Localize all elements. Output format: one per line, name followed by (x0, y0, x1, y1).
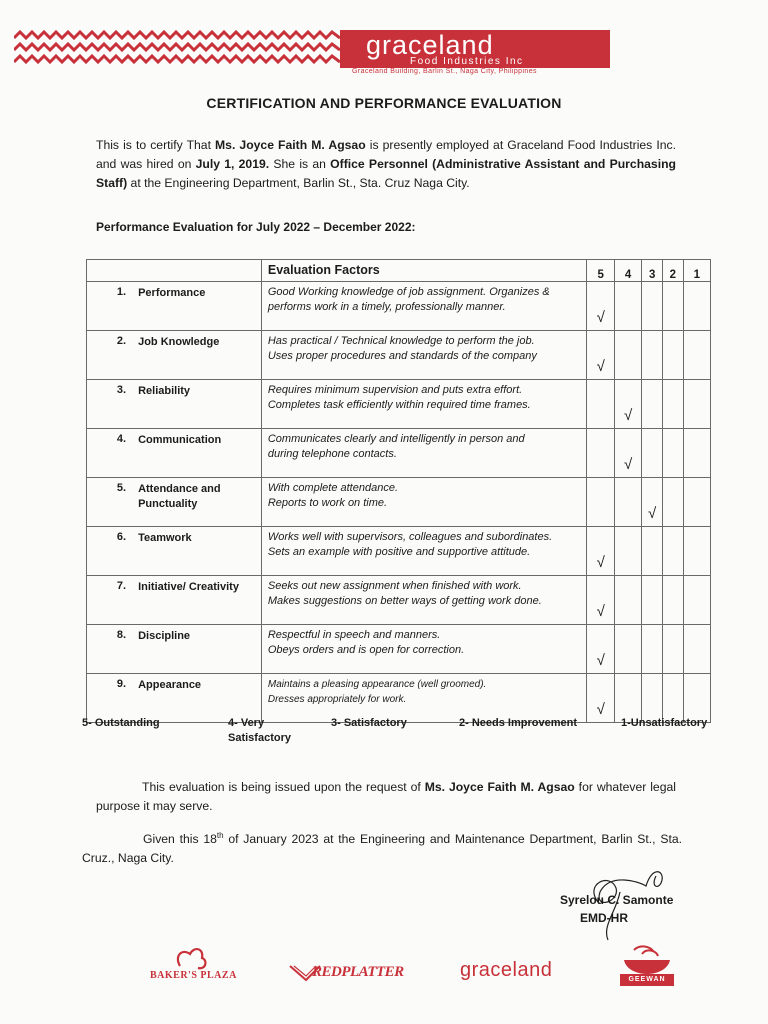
score-cell-3 (642, 331, 663, 380)
header-score-2: 2 (662, 260, 683, 282)
row-desc-line1: Requires minimum supervision and puts extra effort. (267, 384, 523, 396)
score-cell-2 (662, 625, 683, 674)
score-cell-5 (587, 478, 614, 527)
row-number: 2. (87, 331, 133, 380)
row-number: 4. (87, 429, 133, 478)
row-number: 6. (87, 527, 133, 576)
signatory-position: EMD-HR (580, 911, 628, 925)
score-cell-5 (587, 674, 614, 723)
row-factor-name: Reliability (132, 380, 261, 429)
score-cell-5 (587, 625, 614, 674)
row-factor-description (261, 478, 587, 527)
employee-name: Ms. Joyce Faith M. Agsao (215, 138, 366, 152)
row-factor-description (261, 527, 587, 576)
score-cell-2 (662, 380, 683, 429)
evaluation-row (87, 331, 711, 380)
document-title: CERTIFICATION AND PERFORMANCE EVALUATION (206, 95, 562, 111)
row-desc-line1: Has practical / Technical knowledge to perform the job. (267, 335, 535, 347)
score-cell-1 (683, 625, 710, 674)
header-score-1: 1 (683, 260, 710, 282)
cert-text-3: She is an (269, 157, 331, 171)
geewan-logo (620, 944, 674, 988)
score-cell-4 (614, 625, 641, 674)
company-address: Graceland Building, Barlin St., Naga City, Philippines (352, 68, 537, 75)
row-number: 9. (87, 674, 133, 723)
header-evaluation-factors: Evaluation Factors (261, 260, 587, 282)
row-factor-name: Discipline (132, 625, 261, 674)
row-number: 5. (87, 478, 133, 527)
closing-text-1: This evaluation is being issued upon the request of (142, 780, 425, 794)
score-cell-5 (587, 429, 614, 478)
legend-very-satisfactory (228, 716, 291, 746)
score-cell-2 (662, 527, 683, 576)
row-desc-line1: Communicates clearly and intelligently in person and (267, 433, 525, 445)
hire-date: July 1, 2019. (195, 157, 270, 171)
row-factor-description (261, 429, 587, 478)
score-cell-2 (662, 429, 683, 478)
row-factor-description (261, 625, 587, 674)
row-number: 3. (87, 380, 133, 429)
score-cell-4 (614, 380, 641, 429)
header-blank-num (87, 260, 133, 282)
row-desc-line2: Reports to work on time. (267, 497, 388, 509)
check-mark-icon: √ (596, 358, 605, 375)
evaluation-row (87, 282, 711, 331)
score-cell-3 (642, 625, 663, 674)
score-cell-4 (614, 576, 641, 625)
employee-position: Office Personnel (Administrative Assistant and Purchasing Staff) (96, 157, 676, 190)
row-desc-line1: Seeks out new assignment when finished with work. (267, 580, 522, 592)
header-score-4: 4 (614, 260, 641, 282)
row-factor-name: Teamwork (132, 527, 261, 576)
score-cell-1 (683, 527, 710, 576)
table-header-row (87, 260, 711, 282)
header-score-5: 5 (587, 260, 614, 282)
row-desc-line2: Completes task efficiently within required time frames. (267, 399, 531, 411)
score-cell-4 (614, 527, 641, 576)
legend-satisfactory: 3- Satisfactory (331, 717, 407, 729)
score-cell-3 (642, 380, 663, 429)
row-desc-line1: With complete attendance. (267, 482, 399, 494)
score-cell-3 (642, 527, 663, 576)
score-cell-1 (683, 331, 710, 380)
evaluation-row (87, 576, 711, 625)
row-factor-name: Appearance (132, 674, 261, 723)
row-number: 1. (87, 282, 133, 331)
cert-text-2: is presently employed at Graceland Food Industries Inc. and was hired on (96, 138, 676, 171)
score-cell-2 (662, 478, 683, 527)
evaluation-row (87, 380, 711, 429)
evaluation-table (86, 259, 711, 723)
score-cell-5 (587, 331, 614, 380)
row-desc-line2: Obeys orders and is open for correction. (267, 644, 465, 656)
row-factor-name: Communication (132, 429, 261, 478)
score-cell-2 (662, 282, 683, 331)
score-cell-4 (614, 282, 641, 331)
evaluation-period: Performance Evaluation for July 2022 – December 2022: (96, 220, 416, 234)
row-desc-line2: performs work in a timely, professionally manner. (267, 301, 506, 313)
row-factor-description (261, 576, 587, 625)
company-subtitle: Food Industries Inc (410, 56, 524, 67)
given-superscript: th (216, 831, 224, 840)
check-mark-icon: √ (624, 407, 633, 424)
geewan-bowl-icon (620, 944, 674, 974)
header-zigzag-pattern (14, 30, 340, 72)
check-mark-icon: √ (624, 456, 633, 473)
check-mark-icon: √ (596, 603, 605, 620)
row-desc-line1: Works well with supervisors, colleagues and subordinates. (267, 531, 553, 543)
legend-very-line1: 4- Very (228, 717, 265, 729)
score-cell-1 (683, 478, 710, 527)
graceland-footer-logo: graceland (460, 959, 553, 981)
row-desc-line2: Dresses appropriately for work. (267, 694, 407, 705)
company-logo-text: graceland (366, 30, 494, 60)
bakers-plaza-chef-icon (172, 946, 212, 972)
row-factor-description (261, 380, 587, 429)
closing-employee-name: Ms. Joyce Faith M. Agsao (424, 780, 575, 794)
row-desc-line2: during telephone contacts. (267, 448, 397, 460)
legend-very-line2: Satisfactory (228, 732, 291, 744)
score-cell-5 (587, 282, 614, 331)
row-factor-name: Job Knowledge (132, 331, 261, 380)
evaluation-row (87, 478, 711, 527)
score-cell-1 (683, 429, 710, 478)
check-mark-icon: √ (648, 505, 657, 522)
signatory-name: Syrelou C. Samonte (560, 893, 674, 907)
row-desc-line1: Respectful in speech and manners. (267, 629, 441, 641)
certification-paragraph (96, 136, 676, 193)
bakers-plaza-text: BAKER'S PLAZA (150, 970, 237, 981)
legend-unsatisfactory: 1-Unsatisfactory (621, 717, 708, 729)
score-cell-1 (683, 380, 710, 429)
row-desc-line2: Uses proper procedures and standards of the company (267, 350, 537, 362)
row-number: 8. (87, 625, 133, 674)
evaluation-row (87, 625, 711, 674)
given-text-1: Given this 18 (143, 832, 217, 847)
check-mark-icon: √ (596, 554, 605, 571)
score-cell-4 (614, 331, 641, 380)
row-factor-description (261, 282, 587, 331)
cert-text-4: at the Engineering Department, Barlin St., Sta. Cruz Naga City. (127, 176, 470, 190)
score-cell-3 (642, 576, 663, 625)
legend-outstanding: 5- Outstanding (82, 717, 160, 729)
score-cell-5 (587, 527, 614, 576)
score-cell-5 (587, 576, 614, 625)
row-desc-line1: Good Working knowledge of job assignment. Organizes & (267, 286, 550, 298)
evaluation-row (87, 429, 711, 478)
row-factor-name: Initiative/ Creativity (132, 576, 261, 625)
score-cell-4 (614, 429, 641, 478)
score-cell-3 (642, 478, 663, 527)
score-cell-4 (614, 478, 641, 527)
row-number: 7. (87, 576, 133, 625)
score-cell-5 (587, 380, 614, 429)
check-mark-icon: √ (596, 309, 605, 326)
check-mark-icon: √ (596, 701, 605, 718)
closing-paragraph (96, 778, 676, 816)
score-cell-2 (662, 331, 683, 380)
score-cell-3 (642, 282, 663, 331)
geewan-text: GEEWAN (620, 974, 674, 986)
given-text-2: of January 2023 at the Engineering and Maintenance Department, Barlin St., Sta. Cruz., Naga City. (82, 832, 682, 866)
closing-text-2: for whatever legal purpose it may serve. (96, 780, 676, 813)
score-cell-2 (662, 576, 683, 625)
row-factor-name: Performance (132, 282, 261, 331)
row-factor-description (261, 331, 587, 380)
cert-text-1: This is to certify That (96, 138, 216, 152)
score-cell-3 (642, 429, 663, 478)
row-desc-line2: Sets an example with positive and supportive attitude. (267, 546, 531, 558)
header-score-3: 3 (642, 260, 663, 282)
header-blank-name (132, 260, 261, 282)
score-cell-1 (683, 282, 710, 331)
evaluation-row (87, 527, 711, 576)
check-mark-icon: √ (596, 652, 605, 669)
row-desc-line2: Makes suggestions on better ways of getting work done. (267, 595, 542, 607)
row-factor-name: Attendance and Punctuality (132, 478, 261, 527)
red-platter-text: REDPLATTER (312, 964, 404, 980)
score-cell-1 (683, 576, 710, 625)
legend-needs-improvement: 2- Needs Improvement (459, 717, 577, 729)
row-desc-line1: Maintains a pleasing appearance (well groomed). (267, 679, 487, 690)
